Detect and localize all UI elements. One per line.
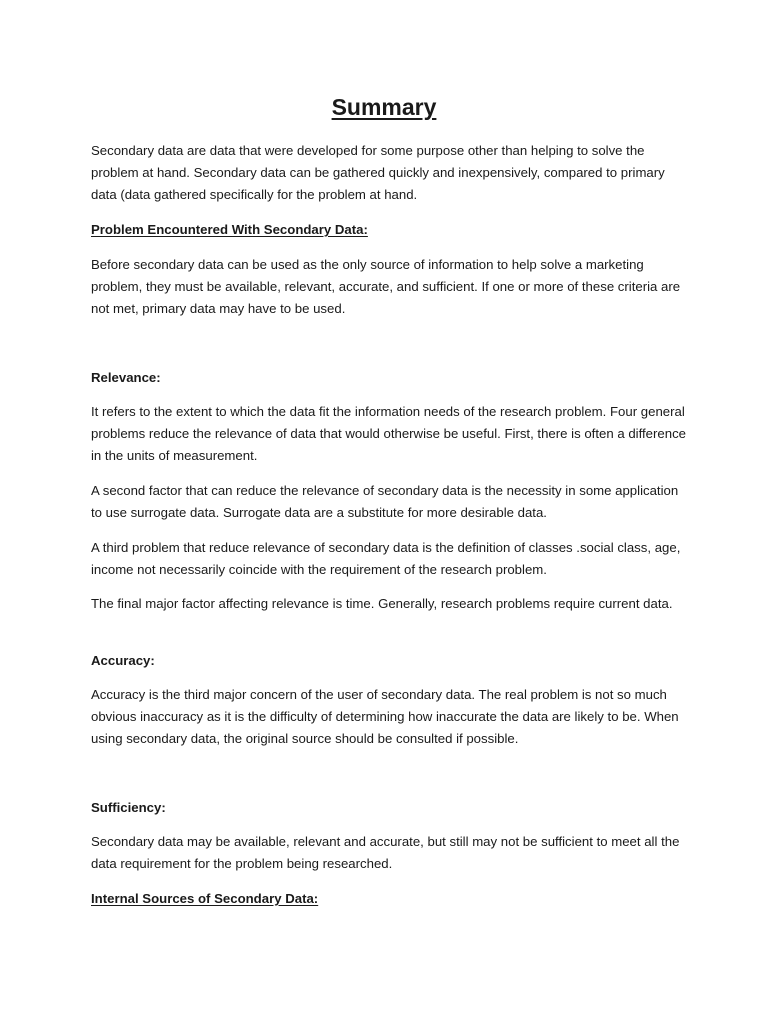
problem-heading: Problem Encountered With Secondary Data:	[91, 222, 368, 237]
relevance-paragraph-2: A second factor that can reduce the relevance of secondary data is the necessity in some application to use surrogate data. Surrogate data are a substitute for more desirable data.	[91, 483, 679, 520]
page-title: Summary	[331, 94, 437, 120]
problem-paragraph: Before secondary data can be used as the only source of information to help solve a marketing problem, they must be available, relevant, accurate, and sufficient. If one or more of these criteria are not met, primary data may have to be used.	[91, 257, 681, 316]
relevance-heading: Relevance:	[91, 370, 161, 385]
relevance-paragraph-3: A third problem that reduce relevance of secondary data is the definition of classes .social class, age, income not necessarily coincide with the requirement of the research problem.	[91, 540, 681, 577]
accuracy-heading: Accuracy:	[91, 653, 155, 668]
internal-sources-heading: Internal Sources of Secondary Data:	[91, 891, 319, 906]
sufficiency-paragraph: Secondary data may be available, relevant and accurate, but still may not be sufficient to meet all the data requirement for the problem being researched.	[91, 834, 680, 871]
accuracy-paragraph: Accuracy is the third major concern of the user of secondary data. The real problem is not so much obvious inaccuracy as it is the difficulty of determining how inaccurate the data are likely to be. When using secondary data, the original source should be consulted if possible.	[91, 687, 679, 746]
sufficiency-heading: Sufficiency:	[91, 800, 166, 815]
intro-paragraph: Secondary data are data that were developed for some purpose other than helping to solve the problem at hand. Secondary data can be gathered quickly and inexpensively, compared to primary data (data gathered specifically for the problem at hand.	[91, 143, 665, 202]
relevance-paragraph-1: It refers to the extent to which the data fit the information needs of the research problem. Four general problems reduce the relevance of data that would otherwise be useful. First, there is often a difference in the units of measurement.	[91, 404, 686, 463]
relevance-paragraph-4: The final major factor affecting relevance is time. Generally, research problems require current data.	[91, 596, 673, 611]
